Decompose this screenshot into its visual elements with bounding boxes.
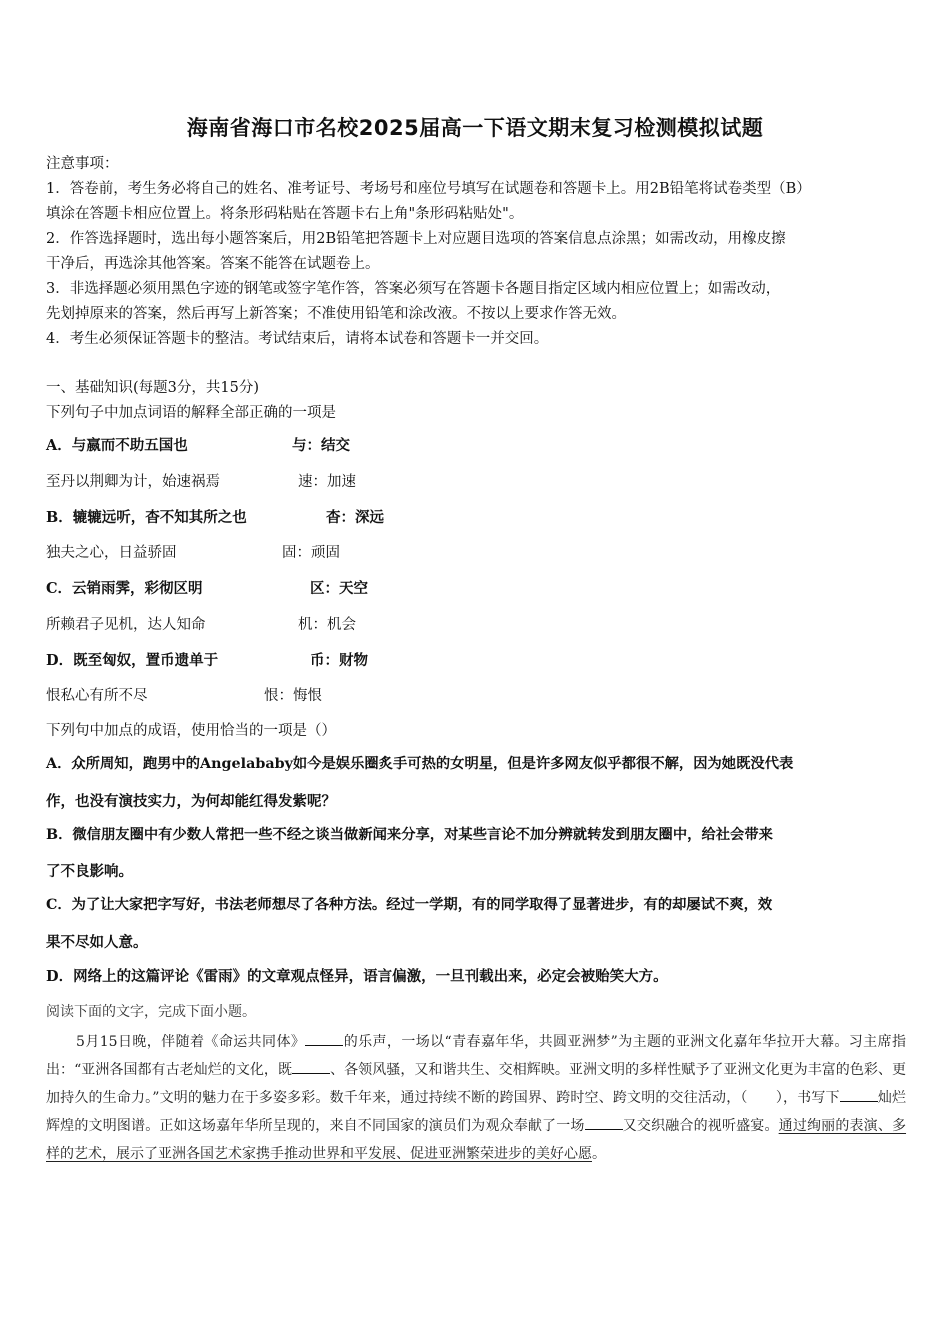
notice-line-4: 干净后，再选涂其他答案。答案不能答在试题卷上。 — [46, 256, 380, 272]
q1-option-d-line1: D．既至匈奴，置币遗单于 币：财物 — [46, 652, 368, 669]
fill-blank — [840, 1089, 878, 1102]
notice-line-1: 1．答卷前，考生务必将自己的姓名、准考证号、考场号和座位号填写在试题卷和答题卡上。用2B铅笔将试卷类型（B） — [46, 181, 811, 197]
q2-option-b-line1: B．微信朋友圈中有少数人常把一些不经之谈当做新闻来分享，对某些言论不加分辨就转发到朋友圈中，给社会带来 — [46, 827, 773, 843]
section-heading: 一、基础知识(每题3分，共15分) — [46, 380, 259, 396]
notice-line-3: 2．作答选择题时，选出每小题答案后，用2B铅笔把答题卡上对应题目选项的答案信息点涂黑；如需改动，用橡皮擦 — [46, 231, 786, 247]
q2-option-c-line1: C．为了让大家把字写好，书法老师想尽了各种方法。经过一学期，有的同学取得了显著进步，有的却屡试不爽，效 — [46, 897, 773, 913]
q1-option-a-line2: 至丹以荆卿为计，始速祸焉 速：加速 — [46, 474, 356, 490]
notice-line-6: 先划掉原来的答案，然后再写上新答案；不准使用铅笔和涂改液。不按以上要求作答无效。 — [46, 306, 626, 322]
q2-option-a-line1: A．众所周知，跑男中的Angelababy如今是娱乐圈炙手可热的女明星，但是许多网友似乎都很不解，因为她既没代表 — [46, 756, 794, 772]
fill-blank — [305, 1033, 343, 1046]
q2-option-b-line2: 了不良影响。 — [46, 863, 133, 880]
q1-option-d-line2: 恨私心有所不尽 恨：悔恨 — [46, 688, 322, 704]
notice-line-2: 填涂在答题卡相应位置上。将条形码粘贴在答题卡右上角"条形码粘贴处"。 — [46, 206, 524, 222]
reading-intro: 阅读下面的文字，完成下面小题。 — [46, 1004, 256, 1020]
page-title: 海南省海口市名校2025届高一下语文期末复习检测模拟试题 — [186, 116, 764, 140]
reading-passage: 5月15日晚，伴随着《命运共同体》 的乐声，一场以“青春嘉年华，共圆亚洲梦”为主题的亚洲文化嘉年华拉开大幕。习主席指出：“亚洲各国都有古老灿烂的文化，既 、各领风骚，又和谐共生、交相辉映。亚洲文明的多样性赋予了亚洲文化更为丰富的色彩、更加持久的生命力。”文明的魅力在于多姿多彩。数千年来，通过持续不断的跨国界、跨时空、跨文明的交往活动，（ ），书写下 灿烂辉煌的文明图谱。正如这场嘉年华所呈现的，来自不同国家的演员们为观众奉献了一场 又交织融合的视听盛宴。通过绚丽的表演、多样的艺术，展示了亚洲各国艺术家携手推动世界和平发展、促进亚洲繁荣进步的美好心愿。 — [46, 1034, 907, 1162]
q1-option-c-line1: C．云销雨霁，彩彻区明 区：天空 — [46, 580, 368, 597]
q2-option-d: D．网络上的这篇评论《雷雨》的文章观点怪异，语言偏激，一旦刊载出来，必定会被贻笑大方。 — [46, 968, 668, 985]
question-2-stem: 下列句中加点的成语，使用恰当的一项是（） — [46, 723, 336, 739]
q2-option-c-line2: 果不尽如人意。 — [46, 934, 148, 951]
question-1-stem: 下列句子中加点词语的解释全部正确的一项是 — [46, 405, 336, 421]
q1-option-b-line2: 独夫之心，日益骄固 固：顽固 — [46, 545, 340, 561]
notice-line-7: 4．考生必须保证答题卡的整洁。考试结束后，请将本试卷和答题卡一并交回。 — [46, 331, 549, 347]
fill-blank — [585, 1117, 623, 1130]
underlined-sentence: 通过绚丽的表演、多样的艺术，展示了亚洲各国艺术家携手推动世界和平发展、促进亚洲繁荣进步的美好心愿 — [46, 1118, 907, 1162]
q1-option-b-line1: B．辘辘远听，杳不知其所之也 杳：深远 — [46, 509, 384, 526]
q1-option-c-line2: 所赖君子见机，达人知命 机：机会 — [46, 617, 356, 633]
q2-option-a-line2: 作，也没有演技实力，为何却能红得发紫呢？ — [46, 793, 336, 810]
fill-blank — [292, 1061, 330, 1074]
notice-heading: 注意事项： — [46, 156, 119, 172]
notice-line-5: 3．非选择题必须用黑色字迹的钢笔或签字笔作答，答案必须写在答题卡各题目指定区域内相应位置上；如需改动， — [46, 281, 781, 297]
q1-option-a-line1: A．与嬴而不助五国也 与：结交 — [46, 437, 350, 454]
